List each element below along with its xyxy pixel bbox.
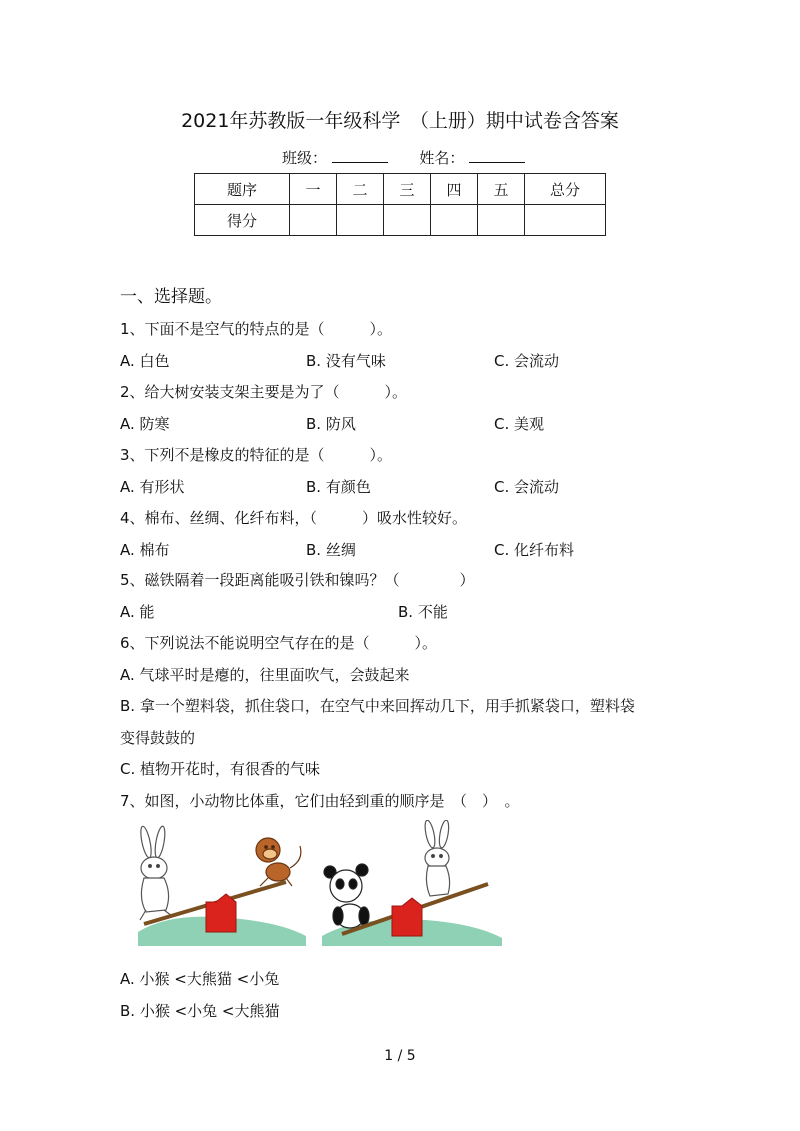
option-b: B. 丝绸 — [306, 541, 356, 559]
option-b: B. 小猴 <小兔 <大熊猫 — [120, 1002, 280, 1020]
name-blank — [469, 148, 525, 163]
option-b: B. 有颜色 — [306, 478, 371, 496]
question-7: 7、如图，小动物比体重，它们由轻到重的顺序是 （ ） 。 — [120, 792, 520, 810]
section-heading: 一、选择题。 — [120, 287, 222, 307]
class-blank — [332, 148, 388, 163]
seesaw-pivot — [392, 898, 422, 936]
page-number: 1 / 5 — [384, 1048, 416, 1064]
rabbit-figure — [139, 826, 172, 920]
seesaw-rabbit-monkey-image — [120, 820, 310, 948]
question-2: 2、给大树安装支架主要是为了（ ）。 — [120, 383, 408, 401]
option-b: B. 没有气味 — [306, 352, 386, 370]
option-a: A. 防寒 — [120, 415, 170, 433]
option-a: A. 小猴 <大熊猫 <小兔 — [120, 970, 280, 988]
option-c: C. 会流动 — [494, 352, 560, 370]
header-cell: 总分 — [525, 174, 606, 205]
class-name-line — [282, 147, 525, 168]
question-5: 5、磁铁隔着一段距离能吸引铁和镍吗？（ ） — [120, 571, 475, 589]
class-label: 班级： — [282, 149, 328, 167]
score-cell — [384, 205, 431, 236]
score-cell — [478, 205, 525, 236]
score-cell — [337, 205, 384, 236]
option-a: A. 白色 — [120, 352, 170, 370]
score-cell — [431, 205, 478, 236]
option-b: B. 不能 — [398, 603, 448, 621]
option-a: A. 有形状 — [120, 478, 185, 496]
header-cell: 二 — [337, 174, 384, 205]
seesaw-panda-rabbit-image — [316, 820, 506, 948]
header-cell: 三 — [384, 174, 431, 205]
option-b: B. 防风 — [306, 415, 356, 433]
question-4: 4、棉布、丝绸、化纤布料，（ ）吸水性较好。 — [120, 509, 468, 527]
score-table — [194, 173, 606, 236]
header-cell: 五 — [478, 174, 525, 205]
document-title: 2021年苏教版一年级科学 （上册）期中试卷含答案 — [181, 110, 619, 132]
header-cell: 题序 — [195, 174, 290, 205]
option-a: A. 气球平时是瘪的，往里面吹气，会鼓起来 — [120, 666, 410, 684]
header-cell: 一 — [290, 174, 337, 205]
row-label-cell: 得分 — [195, 205, 290, 236]
score-cell — [290, 205, 337, 236]
question-1: 1、下面不是空气的特点的是（ ）。 — [120, 320, 393, 338]
score-table-score-row — [195, 205, 606, 236]
option-b-continued: 变得鼓鼓的 — [120, 729, 196, 747]
option-a: A. 能 — [120, 603, 155, 621]
rabbit-figure — [423, 820, 450, 896]
option-b: B. 拿一个塑料袋，抓住袋口，在空气中来回挥动几下，用手抓紧袋口，塑料袋 — [120, 697, 635, 715]
panda-figure — [324, 864, 369, 928]
name-label: 姓名： — [419, 149, 465, 167]
option-c: C. 化纤布料 — [494, 541, 575, 559]
question-3: 3、下列不是橡皮的特征的是（ ）。 — [120, 446, 393, 464]
option-c: C. 植物开花时，有很香的气味 — [120, 760, 321, 778]
score-cell — [525, 205, 606, 236]
option-c: C. 美观 — [494, 415, 545, 433]
option-c: C. 会流动 — [494, 478, 560, 496]
header-cell: 四 — [431, 174, 478, 205]
option-a: A. 棉布 — [120, 541, 170, 559]
monkey-figure — [256, 838, 301, 886]
seesaw-pivot — [206, 894, 236, 932]
score-table-header-row — [195, 174, 606, 205]
question-6: 6、下列说法不能说明空气存在的是（ ）。 — [120, 634, 438, 652]
